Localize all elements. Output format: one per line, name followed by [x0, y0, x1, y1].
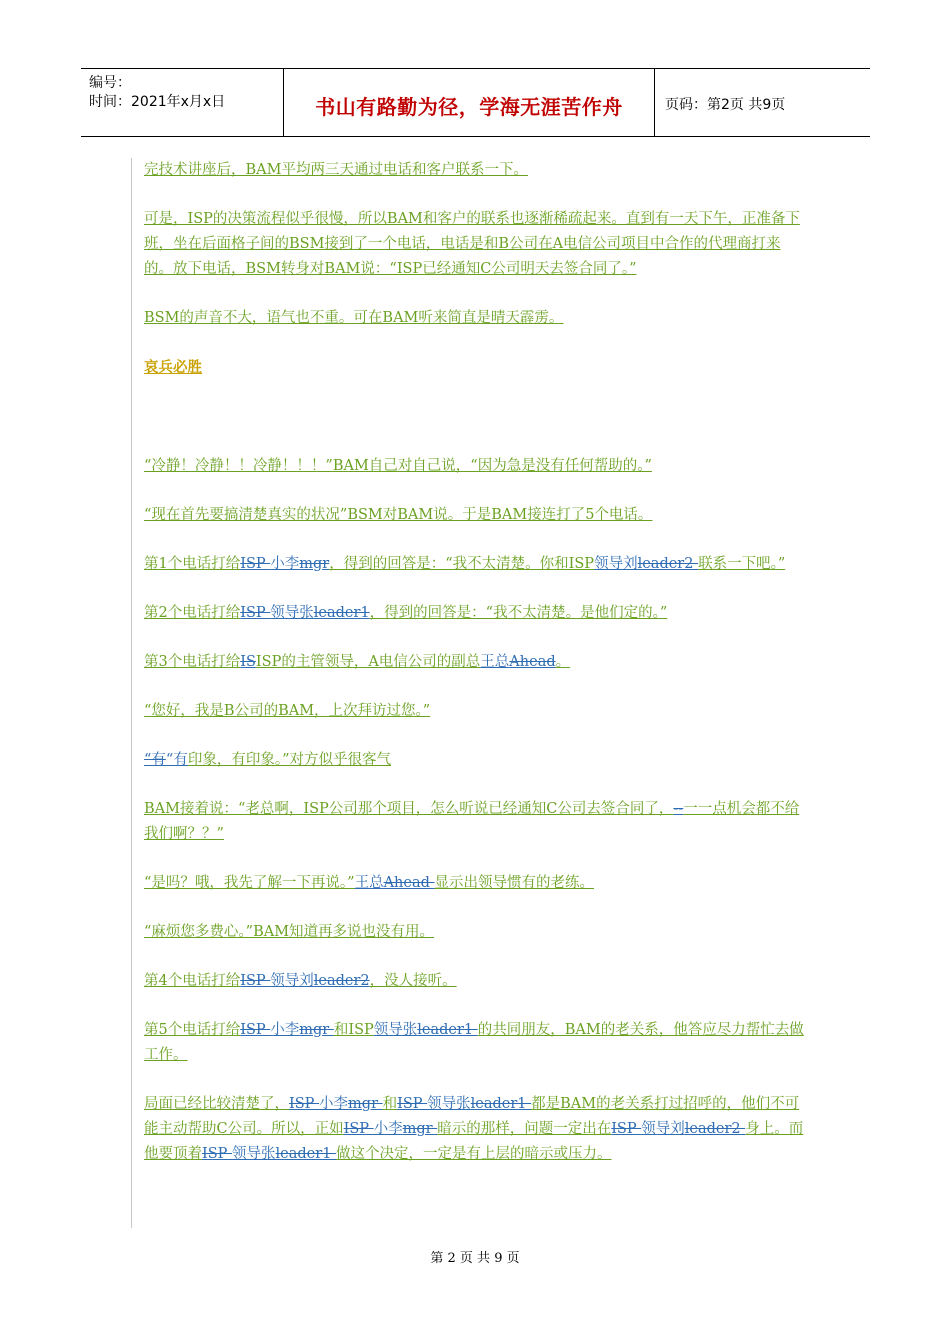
deleted-text: leader2	[313, 973, 370, 989]
inserted-text: 领导张	[427, 1096, 471, 1112]
deleted-text: ISP	[289, 1096, 320, 1112]
page-footer: 第 2 页 共 9 页	[430, 1251, 520, 1266]
paragraph-text: 印象，有印象。”对方似乎很客气	[187, 752, 392, 768]
time-label: 时间：2021年x月x日	[89, 94, 226, 110]
deleted-text: ISP	[240, 1022, 271, 1038]
inserted-text: 王总	[354, 875, 384, 891]
paragraph-text: ，得到的回答是：“我不太清楚。你和ISP	[329, 556, 595, 572]
paragraph-text: 身上。而他要顶着	[144, 1121, 804, 1162]
deleted-text: ISP	[202, 1146, 233, 1162]
deleted-text: leader1	[275, 1146, 337, 1162]
paragraph-text: “是吗？哦，我先了解一下再说。”	[144, 875, 355, 891]
paragraph-text: 完技术讲座后，BAM平均两三天通过电话和客户联系一下。	[144, 162, 528, 178]
paragraph-text: 第1个电话打给	[144, 556, 241, 572]
inserted-text: 小李	[270, 1022, 300, 1038]
paragraph-text: 暗示的那样，问题一定出在	[437, 1121, 612, 1137]
paragraph-text: 的共同朋友，BAM的老关系，他答应尽力帮忙去做工作。	[144, 1022, 804, 1063]
deleted-text: leader1	[417, 1022, 478, 1038]
inserted-text: 小李	[373, 1121, 403, 1137]
paragraph	[144, 748, 808, 773]
inserted-text: 小李	[270, 556, 300, 572]
paragraph-text: 联系一下吧。”	[698, 556, 786, 572]
paragraph-text: “您好，我是B公司的BAM，上次拜访过您。”	[144, 703, 431, 719]
paragraph-text: 。	[555, 654, 571, 670]
deleted-text: mgr	[299, 1022, 334, 1038]
paragraph-text: “现在首先要搞清楚真实的状况”BSM对BAM说。于是BAM接连打了5个电话。	[144, 507, 653, 523]
paragraph	[144, 601, 808, 626]
deleted-text: leader1	[470, 1096, 532, 1112]
header-page-cell	[655, 69, 870, 136]
paragraph	[144, 920, 808, 945]
paragraph-text: 第3个电话打给	[144, 654, 241, 670]
paragraph-text: 可是，ISP的决策流程似乎很慢，所以BAM和客户的联系也逐渐稀疏起来。直到有一天下午，正准备下班，坐在后面格子间的BSM接到了一个电话，电话是和B公司在A电信公司项目中合作的代理商打来的。放下电话，BSM转身对BAM说：“ISP已经通知C公司明天去签合同了。”	[144, 211, 800, 277]
paragraph-text: 和ISP	[333, 1022, 374, 1038]
paragraph	[144, 699, 808, 724]
paragraph-text: 第2个电话打给	[144, 605, 241, 621]
inserted-text: 领导张	[373, 1022, 418, 1038]
deleted-text: “有	[144, 752, 166, 768]
paragraph-text: “冷静！冷静！！冷静！！！”BAM自己对自己说，“因为急是没有任何帮助的。”	[144, 458, 652, 474]
deleted-text: leader2	[637, 556, 699, 572]
deleted-text: ISP	[240, 973, 271, 989]
paragraph-text: 第4个电话打给	[144, 973, 241, 989]
paragraph	[144, 969, 808, 994]
paragraph-text: 都是BAM的老关系打过招呼的，他们不可能主动帮助C公司。所以，正如	[144, 1096, 800, 1137]
deleted-text: Ahead	[509, 654, 556, 670]
paragraph-text: BSM的声音不大，语气也不重。可在BAM听来简直是晴天霹雳。	[144, 310, 564, 326]
header-motto-cell	[284, 69, 655, 136]
motto: 书山有路勤为径，学海无涯苦作舟	[315, 95, 623, 119]
deleted-text: mgr	[402, 1121, 438, 1137]
deleted-text: mgr	[348, 1096, 383, 1112]
deleted-text: Ahead	[383, 875, 435, 891]
paragraph-text: 和	[382, 1096, 398, 1112]
paragraph-text: “麻烦您多费心。”BAM知道再多说也没有用。	[144, 924, 435, 940]
paragraph-text: BAM接着说：“老总啊，ISP公司那个项目，怎么听说已经通知C公司去签合同了，	[144, 801, 674, 817]
number-label: 编号：	[89, 75, 131, 91]
paragraph	[144, 871, 808, 896]
inserted-text: 王总	[480, 654, 510, 670]
paragraph	[144, 1018, 808, 1068]
deleted-text: IS	[240, 654, 256, 670]
deleted-text: ISP	[611, 1121, 642, 1137]
paragraph	[144, 454, 808, 479]
section-heading: 哀兵必胜	[144, 359, 202, 376]
paragraph-text: 一一点机会都不给我们啊？？”	[144, 801, 800, 842]
deleted-text: leader2	[684, 1121, 746, 1137]
paragraph-text: ISP的主管领导，A电信公司的副总	[255, 654, 481, 670]
paragraph	[144, 503, 808, 528]
paragraph-text: 局面已经比较清楚了，	[144, 1096, 289, 1112]
page-label: 页码：第2页 共9页	[665, 97, 786, 113]
inserted-text: 领导刘	[641, 1121, 685, 1137]
inserted-text: 领导张	[270, 605, 314, 621]
deleted-text: mgr	[299, 556, 330, 572]
paragraph-text: 显示出领导惯有的老练。	[434, 875, 595, 891]
paragraph-text: ，得到的回答是：“我不太清楚。是他们定的。”	[369, 605, 668, 621]
paragraph	[144, 1092, 808, 1167]
inserted-text: 领导张	[232, 1146, 276, 1162]
header-table	[81, 68, 870, 137]
deleted-text: ISP	[397, 1096, 428, 1112]
inserted-text: 小李	[319, 1096, 349, 1112]
deleted-text: --	[673, 801, 684, 817]
document-body	[144, 158, 808, 1191]
paragraph	[144, 650, 808, 675]
paragraph	[144, 306, 808, 331]
inserted-text: “有	[165, 752, 188, 768]
spacer	[144, 404, 808, 454]
header-info-cell	[81, 69, 284, 136]
paragraph	[144, 158, 808, 183]
revision-margin-line	[131, 158, 132, 1228]
inserted-text: 领导刘	[594, 556, 638, 572]
inserted-text: 领导刘	[270, 973, 314, 989]
deleted-text: ISP	[343, 1121, 374, 1137]
paragraph-text: 第5个电话打给	[144, 1022, 241, 1038]
deleted-text: ISP	[240, 605, 271, 621]
paragraph	[144, 797, 808, 847]
paragraph	[144, 552, 808, 577]
paragraph-text: 做这个决定，一定是有上层的暗示或压力。	[336, 1146, 612, 1162]
paragraph	[144, 207, 808, 282]
deleted-text: ISP	[240, 556, 271, 572]
deleted-text: leader1	[313, 605, 370, 621]
paragraph-text: ，没人接听。	[369, 973, 457, 989]
